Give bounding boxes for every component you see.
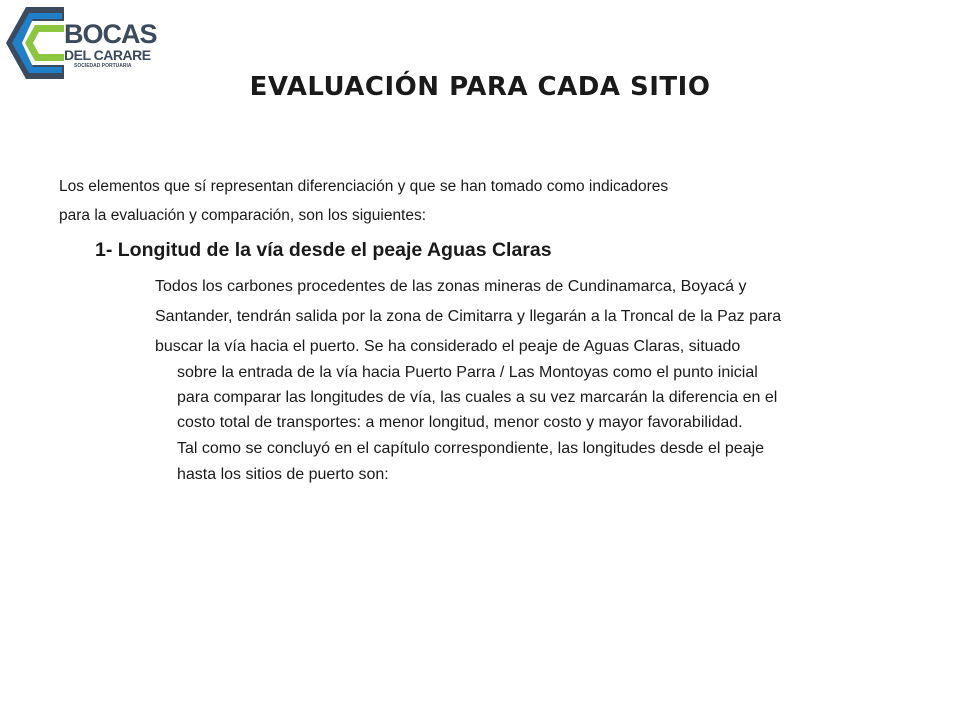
intro-line: Los elementos que sí representan diferenciación y que se han tomado como indicadores: [59, 178, 669, 195]
company-logo: [6, 5, 157, 80]
logo-name: BOCAS: [64, 19, 157, 49]
paragraph-line: hasta los sitios de puerto son:: [177, 466, 389, 483]
logo-tagline: SOCIEDAD PORTUARIA: [74, 63, 132, 69]
paragraph-line: buscar la vía hacia el puerto. Se ha considerado el peaje de Aguas Claras, situado: [155, 338, 741, 355]
intro-line: para la evaluación y comparación, son los siguientes:: [59, 207, 427, 224]
logo-subname: DEL CARARE: [64, 47, 151, 63]
section-heading: 1- Longitud de la vía desde el peaje Aguas Claras: [95, 239, 552, 261]
paragraph-line: costo total de transportes: a menor longitud, menor costo y mayor favorabilidad.: [177, 414, 743, 431]
paragraph-line: sobre la entrada de la vía hacia Puerto Parra / Las Montoyas como el punto inicial: [177, 364, 758, 381]
paragraph-line: para comparar las longitudes de vía, las cuales a su vez marcarán la diferencia en el: [177, 389, 778, 406]
paragraph-line: Todos los carbones procedentes de las zonas mineras de Cundinamarca, Boyacá y: [155, 278, 747, 295]
paragraph-line: Santander, tendrán salida por la zona de Cimitarra y llegarán a la Troncal de la Paz para: [155, 308, 782, 325]
paragraph-line: Tal como se concluyó en el capítulo correspondiente, las longitudes desde el peaje: [177, 440, 765, 457]
logo-emblem-icon: [6, 5, 68, 80]
page-title: EVALUACIÓN PARA CADA SITIO: [249, 72, 711, 102]
